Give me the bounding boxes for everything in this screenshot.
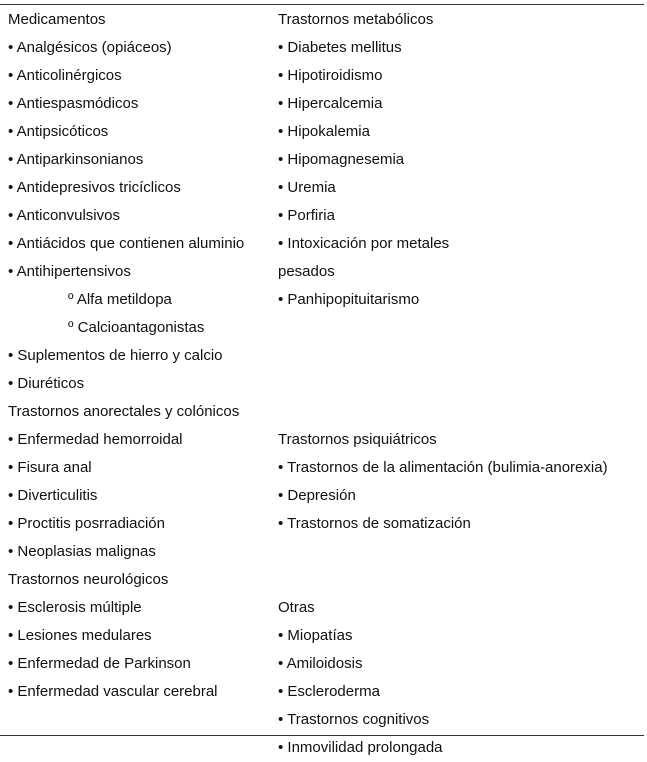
blank-row bbox=[278, 566, 608, 594]
list-item: • Proctitis posrradiación bbox=[8, 515, 165, 532]
list-item: • Antidepresivos tricíclicos bbox=[8, 179, 181, 196]
list-item: • Hipotiroidismo bbox=[278, 67, 383, 84]
list-item: • Panhipopituitarismo bbox=[278, 291, 420, 308]
list-item: • Diabetes mellitus bbox=[278, 39, 402, 56]
list-item: • Depresión bbox=[278, 487, 356, 504]
list-item: • Analgésicos (opiáceos) bbox=[8, 39, 172, 56]
blank-row bbox=[278, 314, 608, 342]
table-bottom-rule bbox=[0, 735, 644, 736]
list-item: • Uremia bbox=[278, 179, 336, 196]
list-item: • Antiparkinsonianos bbox=[8, 151, 144, 168]
list-item: • Trastornos de la alimentación (bulimia-anorexia) bbox=[278, 459, 608, 476]
list-item: • Hipercalcemia bbox=[278, 95, 383, 112]
section-title-anorectales: Trastornos anorectales y colónicos bbox=[8, 403, 240, 420]
blank-row bbox=[278, 342, 608, 370]
blank-row bbox=[278, 538, 608, 566]
list-item: • Intoxicación por metales bbox=[278, 235, 450, 252]
list-item: • Antihipertensivos bbox=[8, 263, 131, 280]
right-column bbox=[278, 6, 608, 762]
list-item: • Fisura anal bbox=[8, 459, 92, 476]
list-item: • Anticonvulsivos bbox=[8, 207, 120, 224]
list-item: • Antiácidos que contienen aluminio bbox=[8, 235, 245, 252]
list-item: • Amiloidosis bbox=[278, 655, 363, 672]
list-item: • Enfermedad hemorroidal bbox=[8, 431, 183, 448]
list-item: • Diverticulitis bbox=[8, 487, 98, 504]
list-item: • Hipokalemia bbox=[278, 123, 370, 140]
list-item: • Antipsicóticos bbox=[8, 123, 109, 140]
list-item: • Miopatías bbox=[278, 627, 353, 644]
list-item: • Porfiria bbox=[278, 207, 335, 224]
section-title-metabolicos: Trastornos metabólicos bbox=[278, 11, 434, 28]
list-item: • Lesiones medulares bbox=[8, 627, 152, 644]
list-item: • Diuréticos bbox=[8, 375, 85, 392]
list-item: • Escleroderma bbox=[278, 683, 380, 700]
section-title-otras: Otras bbox=[278, 599, 315, 616]
list-item: • Anticolinérgicos bbox=[8, 67, 122, 84]
list-item: • Neoplasias malignas bbox=[8, 543, 156, 560]
left-column bbox=[8, 6, 244, 706]
sub-list-item: º Calcioantagonistas bbox=[68, 319, 205, 336]
list-item: • Inmovilidad prolongada bbox=[278, 739, 443, 756]
list-item: • Suplementos de hierro y calcio bbox=[8, 347, 223, 364]
list-item: • Trastornos de somatización bbox=[278, 515, 471, 532]
blank-row bbox=[278, 370, 608, 398]
section-title-medicamentos: Medicamentos bbox=[8, 11, 106, 28]
list-item: • Esclerosis múltiple bbox=[8, 599, 142, 616]
list-item: • Trastornos cognitivos bbox=[278, 711, 430, 728]
section-title-psiquiatricos: Trastornos psiquiátricos bbox=[278, 431, 437, 448]
table-top-rule bbox=[0, 4, 644, 5]
list-item-continuation: pesados bbox=[278, 263, 335, 280]
list-item: • Antiespasmódicos bbox=[8, 95, 139, 112]
sub-list-item: º Alfa metildopa bbox=[68, 291, 172, 308]
section-title-neurologicos: Trastornos neurológicos bbox=[8, 571, 169, 588]
list-item: • Enfermedad de Parkinson bbox=[8, 655, 191, 672]
blank-row bbox=[278, 398, 608, 426]
list-item: • Hipomagnesemia bbox=[278, 151, 405, 168]
list-item: • Enfermedad vascular cerebral bbox=[8, 683, 218, 700]
